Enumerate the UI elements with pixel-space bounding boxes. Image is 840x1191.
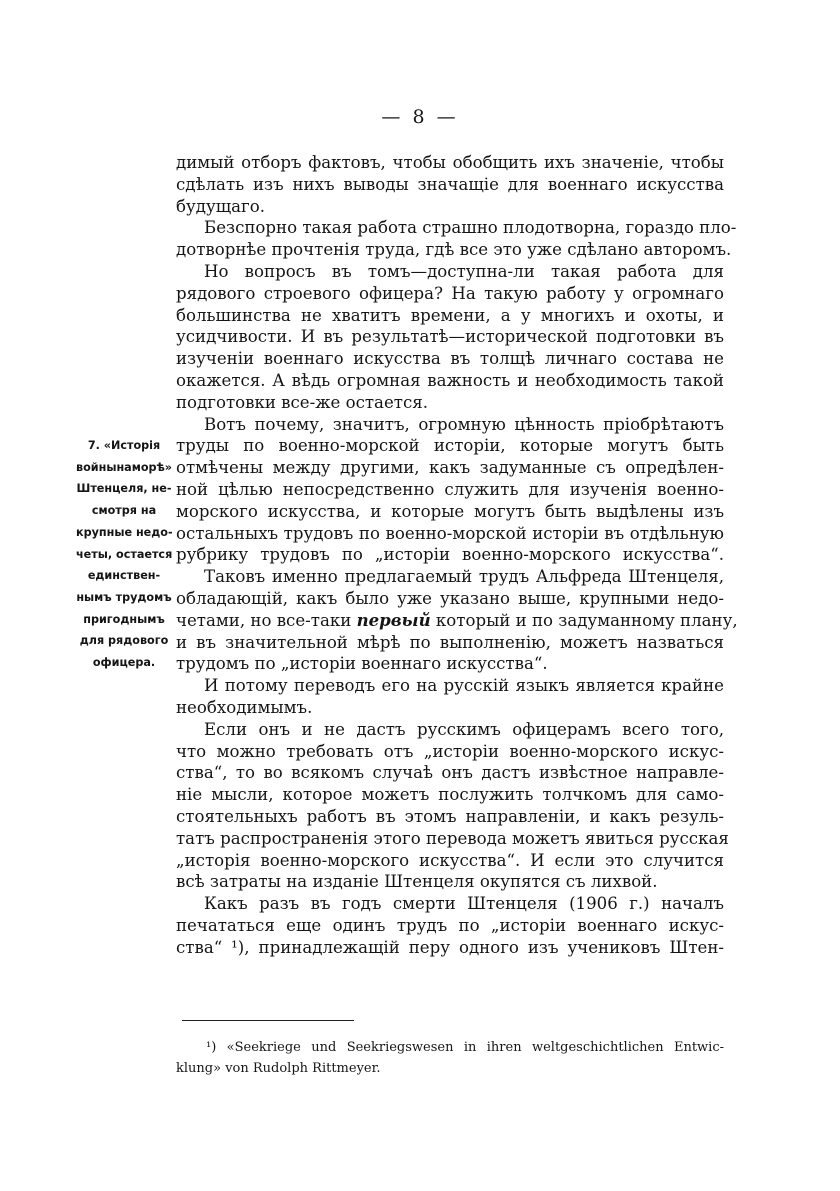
text-line: отмѣчены между другими, какъ задуманные съ опредѣлен- bbox=[176, 458, 724, 478]
margin-note-line: для рядового bbox=[79, 634, 169, 648]
text-line bbox=[176, 609, 738, 632]
text-line: и въ значительной мѣрѣ по выполненію, можетъ назваться bbox=[176, 632, 724, 652]
text-line: изученіи военнаго искусства въ толщѣ личнаго состава не bbox=[176, 349, 724, 369]
text-line: подготовки все-же остается. bbox=[176, 392, 428, 412]
text-line: ніе мысли, которое можетъ послужить толчкомъ для само- bbox=[176, 785, 724, 805]
footnote-line: ¹) «Seekriege und Seekriegswesen in ihren weltgeschichtlichen Entwic- bbox=[206, 1040, 724, 1055]
text-line: димый отборъ фактовъ, чтобы обобщить ихъ значеніе, чтобы bbox=[176, 153, 724, 172]
margin-note-line: четы, остается bbox=[76, 547, 173, 561]
text-line: Если онъ и не дастъ русскимъ офицерамъ всего того, bbox=[204, 719, 724, 739]
text-line: усидчивости. И въ результатѣ—исторической подготовки въ bbox=[176, 327, 724, 347]
text-line: Какъ разъ въ годъ смерти Штенцеля (1906 г.) началъ bbox=[204, 894, 724, 914]
footnote-rule bbox=[182, 1020, 354, 1021]
text-line: рядового строевого офицера? На такую работу у огромнаго bbox=[176, 283, 724, 303]
text-line: сдѣлать изъ нихъ выводы значащіе для военнаго искусства bbox=[176, 174, 724, 194]
text-line: рубрику трудовъ по „исторіи военно-морского искусства“. bbox=[176, 545, 724, 565]
page-number: — 8 — bbox=[381, 106, 459, 128]
text-line: татъ распространенія этого перевода можетъ явиться русская bbox=[176, 828, 729, 848]
emphasis-word: первый bbox=[356, 609, 431, 630]
text-line: ства“ ¹), принадлежащій перу одного изъ учениковъ Штен- bbox=[176, 937, 724, 957]
text-line: что можно требовать отъ „исторіи военно-морского искус- bbox=[176, 741, 724, 761]
margin-note-line: войнынаморѣ» bbox=[76, 460, 173, 474]
text-line: окажется. А вѣдь огромная важность и необходимость такой bbox=[176, 370, 724, 390]
text-line: Таковъ именно предлагаемый трудъ Альфреда Штенцеля, bbox=[204, 567, 724, 587]
text-line: печататься еще одинъ трудъ по „исторіи военнаго искус- bbox=[176, 915, 724, 935]
margin-note-line: Штенцеля, не- bbox=[76, 482, 172, 496]
text-line: остальныхъ трудовъ по военно-морской исторіи въ отдѣльную bbox=[176, 523, 724, 543]
margin-note-line: смотря на bbox=[91, 504, 157, 518]
text-line: большинства не хватитъ времени, а у многихъ и охоты, и bbox=[176, 305, 724, 325]
text-line: И потому переводъ его на русскій языкъ является крайне bbox=[204, 676, 724, 696]
text-line: трудомъ по „исторіи военнаго искусства“. bbox=[176, 654, 548, 674]
text-line: Безспорно такая работа страшно плодотворна, гораздо пло- bbox=[204, 218, 737, 238]
text-line: морского искусства, и которые могутъ быть выдѣлены изъ bbox=[176, 501, 724, 521]
body-text bbox=[176, 152, 738, 958]
text-fragment: четами, но все-таки bbox=[176, 610, 352, 630]
text-line: ной цѣлью непосредственно служить для изученія военно- bbox=[176, 479, 724, 499]
text-line: Вотъ почему, значитъ, огромную цѣнность пріобрѣтаютъ bbox=[204, 414, 724, 434]
margin-note-line: пригоднымъ bbox=[83, 612, 165, 626]
margin-note-line: 7. «Исторія bbox=[87, 439, 161, 452]
margin-note-line: единствен- bbox=[87, 569, 161, 583]
margin-note-line: офицера. bbox=[92, 656, 156, 670]
text-line: всѣ затраты на изданіе Штенцеля окупятся съ лихвой. bbox=[176, 872, 658, 892]
text-fragment: который и по задуманному плану, bbox=[435, 610, 738, 630]
margin-note-line: нымъ трудомъ bbox=[76, 590, 172, 604]
text-line: „исторія военно-морского искусства“. И если это случится bbox=[176, 850, 724, 870]
margin-note-line: крупные недо- bbox=[76, 525, 173, 539]
text-line: труды по военно-морской исторіи, которые могутъ быть bbox=[176, 436, 724, 456]
footnote bbox=[176, 1037, 724, 1079]
footnote-line: klung» von Rudolph Rittmeyer. bbox=[176, 1061, 381, 1076]
text-line: ства“, то во всякомъ случаѣ онъ дастъ извѣстное направле- bbox=[176, 763, 724, 783]
margin-note bbox=[76, 435, 172, 674]
text-line: необходимымъ. bbox=[176, 697, 313, 717]
text-line: будущаго. bbox=[176, 196, 266, 216]
text-line: стоятельныхъ работъ въ этомъ направленіи, и какъ резуль- bbox=[176, 806, 724, 826]
text-line: Но вопросъ въ томъ—доступна-ли такая работа для bbox=[204, 261, 724, 281]
text-line: обладающій, какъ было уже указано выше, крупными недо- bbox=[176, 588, 724, 608]
text-line: дотворнѣе прочтенія труда, гдѣ все это уже сдѣлано авторомъ. bbox=[176, 240, 732, 260]
